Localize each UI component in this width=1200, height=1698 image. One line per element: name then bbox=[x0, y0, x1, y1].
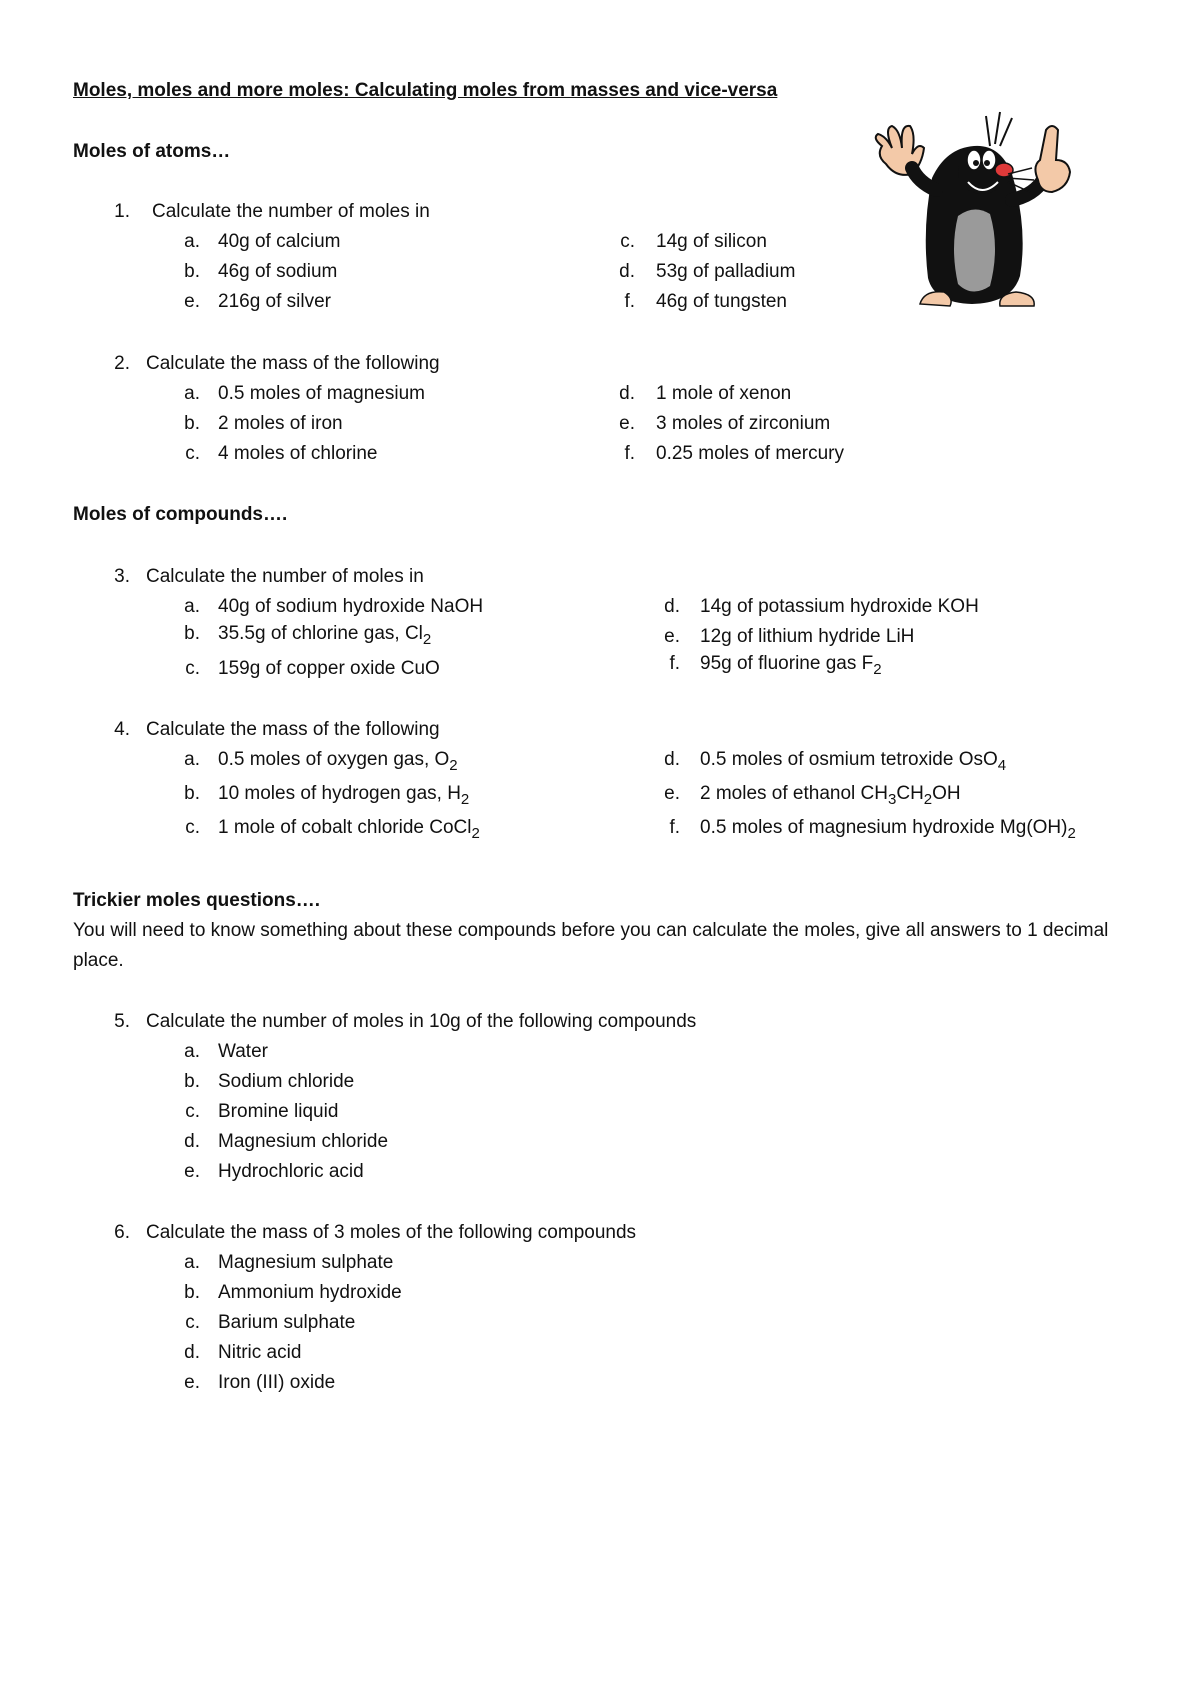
item-letter: a. bbox=[184, 1252, 200, 1273]
item-text: 12g of lithium hydride LiH bbox=[700, 626, 915, 647]
item-letter: e. bbox=[184, 1161, 200, 1182]
item-text: 40g of calcium bbox=[218, 231, 341, 252]
item-letter: d. bbox=[664, 749, 680, 770]
item-text: 14g of silicon bbox=[656, 231, 767, 252]
item-text: 4 moles of chlorine bbox=[218, 443, 378, 464]
item-letter: d. bbox=[184, 1131, 200, 1152]
question-number: 3. bbox=[114, 566, 130, 587]
question-text: Calculate the number of moles in bbox=[152, 201, 430, 222]
question-text: Calculate the number of moles in bbox=[146, 566, 424, 587]
question-number: 6. bbox=[114, 1222, 130, 1243]
item-text: 1 mole of xenon bbox=[656, 383, 792, 404]
item-letter: e. bbox=[184, 291, 200, 312]
item-text: 10 moles of hydrogen gas, $H_2$ bbox=[218, 783, 470, 808]
pointing-hand-icon bbox=[1035, 126, 1070, 192]
item-text: 40g of sodium hydroxide NaOH bbox=[218, 596, 484, 617]
item-text: 0.5 moles of oxygen gas, $O_2$ bbox=[218, 749, 458, 774]
item-letter: c. bbox=[185, 658, 200, 679]
question-text: Calculate the mass of 3 moles of the following compounds bbox=[146, 1222, 637, 1243]
item-text: Barium sulphate bbox=[218, 1312, 356, 1333]
item-text: 46g of sodium bbox=[218, 261, 338, 282]
item-text: Hydrochloric acid bbox=[218, 1161, 364, 1182]
section-heading-trickier: Trickier moles questions…. bbox=[73, 890, 321, 911]
item-text: 35.5g of chlorine gas, $Cl_2$ bbox=[218, 623, 432, 648]
item-text: Sodium chloride bbox=[218, 1071, 355, 1092]
item-text: 0.5 moles of magnesium hydroxide $Mg(OH)_2$ bbox=[700, 817, 1076, 842]
item-text: 0.25 moles of mercury bbox=[656, 443, 844, 464]
item-letter: e. bbox=[664, 626, 680, 647]
item-letter: c. bbox=[620, 231, 635, 252]
item-letter: b. bbox=[184, 783, 200, 804]
item-text: Magnesium sulphate bbox=[218, 1252, 394, 1273]
item-letter: b. bbox=[184, 1071, 200, 1092]
item-text: Magnesium chloride bbox=[218, 1131, 389, 1152]
item-letter: d. bbox=[619, 383, 635, 404]
item-letter: a. bbox=[184, 383, 200, 404]
item-letter: a. bbox=[184, 749, 200, 770]
item-text: 46g of tungsten bbox=[656, 291, 787, 312]
item-text: 3 moles of zirconium bbox=[656, 413, 831, 434]
item-letter: c. bbox=[185, 1101, 200, 1122]
item-letter: d. bbox=[619, 261, 635, 282]
item-text: 159g of copper oxide CuO bbox=[218, 658, 440, 679]
item-letter: a. bbox=[184, 1041, 200, 1062]
item-letter: a. bbox=[184, 596, 200, 617]
trickier-intro: You will need to know something about these compounds before you can calculate the moles, give all answers to 1 decimal place. bbox=[73, 920, 1109, 971]
item-letter: b. bbox=[184, 623, 200, 644]
item-letter: b. bbox=[184, 413, 200, 434]
item-letter: c. bbox=[185, 817, 200, 838]
item-letter: b. bbox=[184, 261, 200, 282]
item-text: Water bbox=[218, 1041, 268, 1062]
item-text: 216g of silver bbox=[218, 291, 332, 312]
item-letter: d. bbox=[184, 1342, 200, 1363]
question-number: 4. bbox=[114, 719, 130, 740]
question-text: Calculate the mass of the following bbox=[146, 353, 440, 374]
item-text: 0.5 moles of magnesium bbox=[218, 383, 425, 404]
item-letter: e. bbox=[619, 413, 635, 434]
question-text: Calculate the number of moles in 10g of the following compounds bbox=[146, 1011, 697, 1032]
item-letter: a. bbox=[184, 231, 200, 252]
item-text: 2 moles of iron bbox=[218, 413, 343, 434]
question-number: 1. bbox=[114, 201, 130, 222]
item-letter: e. bbox=[664, 783, 680, 804]
item-letter: f. bbox=[669, 653, 680, 674]
item-text: Nitric acid bbox=[218, 1342, 302, 1363]
question-number: 2. bbox=[114, 353, 130, 374]
item-text: Ammonium hydroxide bbox=[218, 1282, 402, 1303]
item-text: Iron (III) oxide bbox=[218, 1372, 336, 1393]
question-text: Calculate the mass of the following bbox=[146, 719, 440, 740]
item-letter: f. bbox=[669, 817, 680, 838]
item-letter: d. bbox=[664, 596, 680, 617]
item-text: 2 moles of ethanol $CH_3CH_2OH$ bbox=[700, 783, 961, 808]
section-heading-compounds: Moles of compounds…. bbox=[73, 504, 288, 525]
item-text: Bromine liquid bbox=[218, 1101, 339, 1122]
item-letter: e. bbox=[184, 1372, 200, 1393]
question-number: 5. bbox=[114, 1011, 130, 1032]
item-text: 53g of palladium bbox=[656, 261, 796, 282]
item-letter: c. bbox=[185, 1312, 200, 1333]
item-letter: c. bbox=[185, 443, 200, 464]
mole-cartoon-illustration bbox=[862, 108, 1092, 313]
item-text: 1 mole of cobalt chloride CoCl$_2$ bbox=[218, 817, 480, 842]
item-text: 14g of potassium hydroxide KOH bbox=[700, 596, 979, 617]
item-letter: f. bbox=[624, 443, 635, 464]
item-letter: f. bbox=[624, 291, 635, 312]
item-text: 0.5 moles of osmium tetroxide OsO$_4$ bbox=[700, 749, 1007, 774]
page-title: Moles, moles and more moles: Calculating moles from masses and vice-versa bbox=[73, 80, 778, 101]
item-letter: b. bbox=[184, 1282, 200, 1303]
section-heading-atoms: Moles of atoms… bbox=[73, 141, 231, 162]
item-text: 95g of fluorine gas $F_2$ bbox=[700, 653, 882, 678]
